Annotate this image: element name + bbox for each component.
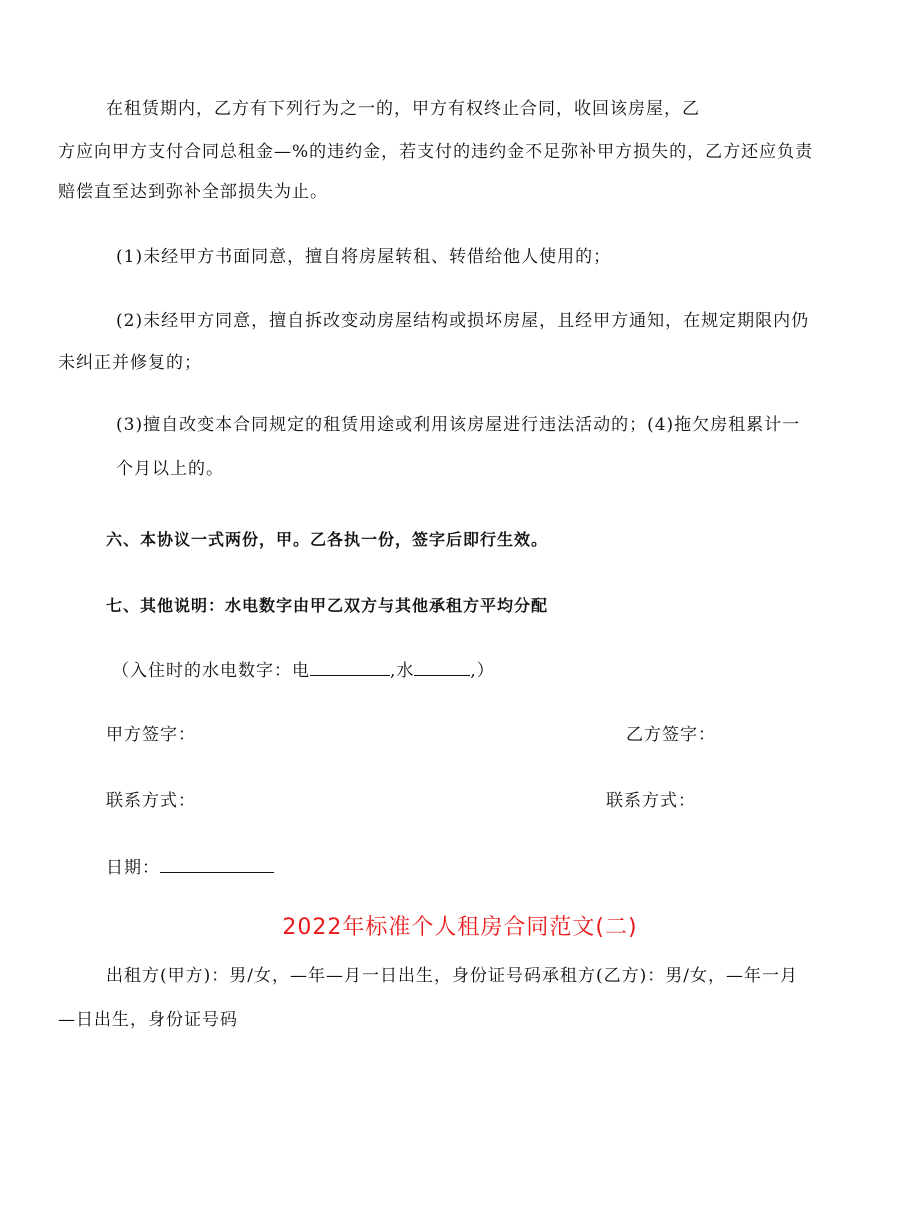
date-blank: [160, 854, 274, 873]
section-2-line-2: —日出生，身份证号码: [58, 1010, 238, 1030]
item-3-line-2: 个月以上的。: [116, 459, 224, 479]
clause-six: 六、本协议一式两份，甲。乙各执一份，签字后即行生效。: [106, 530, 549, 549]
party-b-contact-label: 联系方式：: [606, 791, 696, 811]
meter-prefix: （入住时的水电数字：电: [112, 661, 310, 681]
termination-line-2: 方应向甲方支付合同总租金—%的违约金，若支付的违约金不足弥补甲方损失的，乙方还应负责: [58, 142, 814, 162]
meter-suffix: ,）: [470, 661, 495, 681]
water-blank: [414, 657, 470, 676]
party-a-signature-label: 甲方签字：: [106, 725, 196, 745]
termination-line-3: 赔偿直至达到弥补全部损失为止。: [58, 182, 328, 202]
item-2-line-2: 未纠正并修复的；: [58, 353, 202, 373]
clause-seven: 七、其他说明：水电数字由甲乙双方与其他承租方平均分配: [106, 596, 549, 615]
meter-mid: ,水: [390, 661, 415, 681]
item-3-line-1: (3)擅自改变本合同规定的租赁用途或利用该房屋进行违法活动的；(4)拖欠房租累计一: [116, 415, 801, 435]
party-b-signature-label: 乙方签字：: [626, 725, 716, 745]
item-2-line-1: (2)未经甲方同意，擅自拆改变动房屋结构或损坏房屋，且经甲方通知，在规定期限内仍: [116, 311, 810, 331]
section-2-line-1: 出租方(甲方)：男/女，—年—月一日出生，身份证号码承租方(乙方)：男/女，—年一月: [106, 966, 798, 986]
date-line: [106, 854, 274, 880]
section-2-title: 2022年标准个人租房合同范文(二): [282, 915, 638, 940]
party-a-contact-label: 联系方式：: [106, 791, 196, 811]
date-label: 日期：: [106, 858, 160, 878]
item-1: (1)未经甲方书面同意，擅自将房屋转租、转借给他人使用的；: [116, 247, 612, 267]
termination-line-1: 在租赁期内，乙方有下列行为之一的，甲方有权终止合同，收回该房屋，乙: [106, 99, 700, 119]
meter-reading-line: [112, 657, 495, 683]
electricity-blank: [310, 657, 390, 676]
